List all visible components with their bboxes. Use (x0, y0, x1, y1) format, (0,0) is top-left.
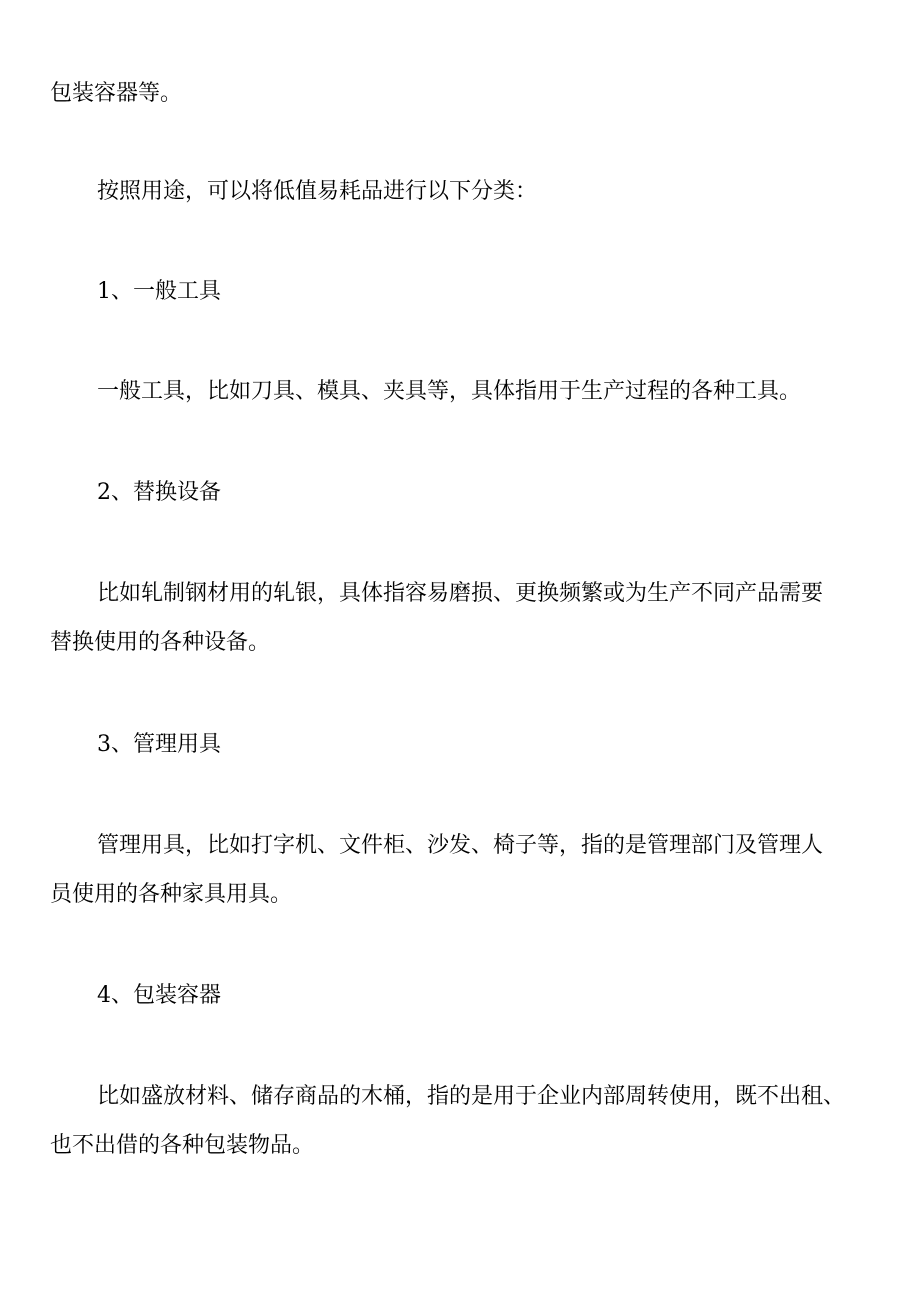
text-line: 按照用途，可以将低值易耗品进行以下分类： (97, 179, 538, 204)
text-line: 比如轧制钢材用的轧银，具体指容易磨损、更换频繁或为生产不同产品需要 (97, 581, 824, 606)
text-line: 比如盛放材料、储存商品的木桶，指的是用于企业内部周转使用，既不出租、 (97, 1084, 846, 1109)
text-line: 管理用具，比如打字机、文件柜、沙发、椅子等，指的是管理部门及管理人 (97, 833, 824, 858)
section-heading: 1、一般工具 (97, 279, 221, 304)
section-heading: 4、包装容器 (97, 983, 221, 1008)
text-line: 一般工具，比如刀具、模具、夹具等，具体指用于生产过程的各种工具。 (97, 379, 802, 404)
text-line: 也不出借的各种包装物品。 (50, 1133, 315, 1158)
text-line: 员使用的各种家具用具。 (50, 882, 293, 907)
section-heading: 2、替换设备 (97, 480, 221, 505)
text-line: 包装容器等。 (50, 81, 183, 106)
section-heading: 3、管理用具 (97, 732, 221, 757)
text-line: 替换使用的各种设备。 (50, 630, 271, 655)
